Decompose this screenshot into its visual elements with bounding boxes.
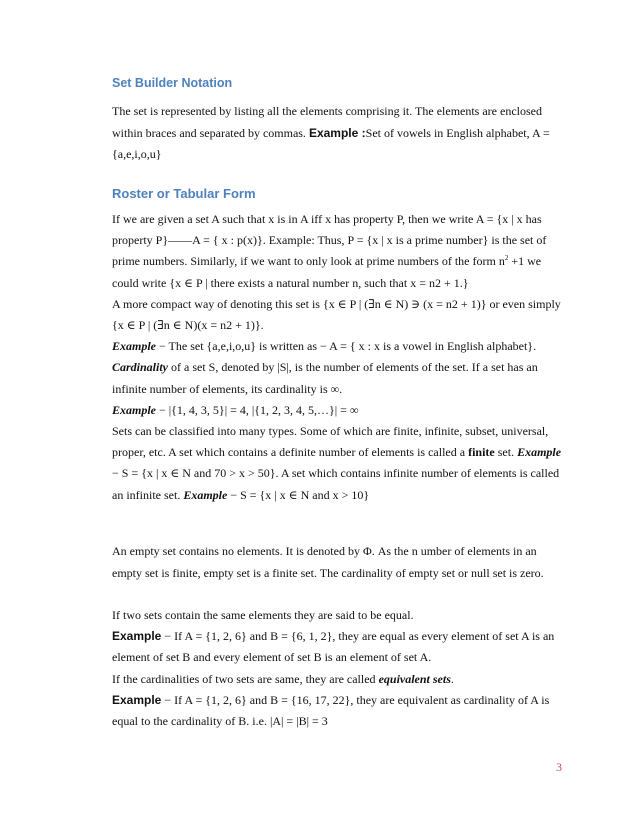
p4-ex1-text: − If A = {1, 2, 6} and B = {6, 1, 2}, they are equal as every element of set A is an element of set B and every element of set B is an element of set A.: [112, 629, 555, 665]
p2-ex4-text: − S = {x | x ∈ N and x > 10}: [227, 487, 370, 502]
p4-line-b: If the cardinalities of two sets are same, they are called: [112, 671, 379, 686]
p4-ex2-text: − If A = {1, 2, 6} and B = {16, 17, 22}, they are equivalent as cardinality of A is equal to the cardinality of B. i.e. |A| = |B| = 3: [112, 692, 550, 729]
p2-line-a: If we are given a set A such that x is in A iff x has property P, then we write A = {x | x has property P}——A = { x : p(x)}. Example: Thus, P = {x | x is a prime number} is the set of prime numbers. Similarly, if we want to only look at prime numbers of the form n: [112, 212, 547, 269]
paragraph-empty-set: [112, 541, 564, 584]
heading-roster-form: Roster or Tabular Form: [112, 186, 256, 201]
p2-finite-text: set.: [494, 445, 518, 460]
p2-cardinality-text: of a set S, denoted by |S|, is the number of elements of the set. If a set has an infinite number of elements, its cardinality is ∞.: [112, 360, 538, 396]
p2-types-text: Sets can be classified into many types. Some of which are finite, infinite, subset, universal, proper, etc. A set which contains a definite number of elements is called a: [112, 424, 549, 460]
p4-line-a: If two sets contain the same elements they are said to be equal.: [112, 608, 414, 622]
p1-text-b: Set of vowels in English alphabet, A = {a,e,i,o,u}: [112, 125, 550, 161]
paragraph-equal-sets: [112, 605, 564, 732]
p2-ex4-label: Example: [183, 487, 228, 502]
p2-ex1-text: − The set {a,e,i,o,u} is written as − A = { x : x is a vowel in English alphabet}.: [156, 339, 537, 354]
heading-set-builder-notation: Set Builder Notation: [112, 76, 233, 90]
p4-ex2-label: Example: [112, 692, 162, 707]
p3-text: An empty set contains no elements. It is denoted by Φ. As the n umber of elements in an empty set is finite, empty set is a finite set. The cardinality of empty set or null set is zero.: [112, 544, 544, 580]
paragraph-roster: [112, 209, 564, 506]
p2-line-c: A more compact way of denoting this set is {x ∈ P | (∃n ∈ N) ∋ (x = n2 + 1)} or even simply {x ∈ P | (∃n ∈ N)(x = n2 + 1)}.: [112, 296, 561, 333]
p4-line-b-end: .: [450, 671, 454, 686]
paragraph-set-builder: [112, 101, 564, 166]
document-page: [112, 0, 564, 826]
p2-cardinality-label: Cardinality: [112, 360, 169, 375]
p2-superscript: 2: [504, 254, 509, 263]
p2-ex2-text: − |{1, 4, 3, 5}| = 4, |{1, 2, 3, 4, 5,…}| = ∞: [156, 402, 359, 417]
p2-ex2-label: Example: [112, 402, 156, 417]
p1-text-a: The set is represented by listing all the elements comprising it. The elements are enclosed within braces and separated by commas.: [112, 104, 542, 140]
p4-ex1-label: Example: [112, 629, 162, 644]
p2-ex3-text: − S = {x | x ∈ N and 70 > x > 50}. A set which contains infinite number of elements is called an infinite set.: [112, 466, 560, 502]
p1-example-label: Example :: [308, 125, 366, 140]
p2-line-b: +1 we could write {x ∈ P | there exists a natural number n, such that x = n2 + 1.}: [112, 254, 542, 290]
page-number: 3: [556, 760, 562, 774]
p2-ex3-label: Example: [517, 445, 562, 460]
p4-equivalent-sets: equivalent sets: [378, 671, 451, 686]
p2-ex1-label: Example: [112, 339, 156, 354]
p2-finite-word: finite: [468, 445, 495, 460]
